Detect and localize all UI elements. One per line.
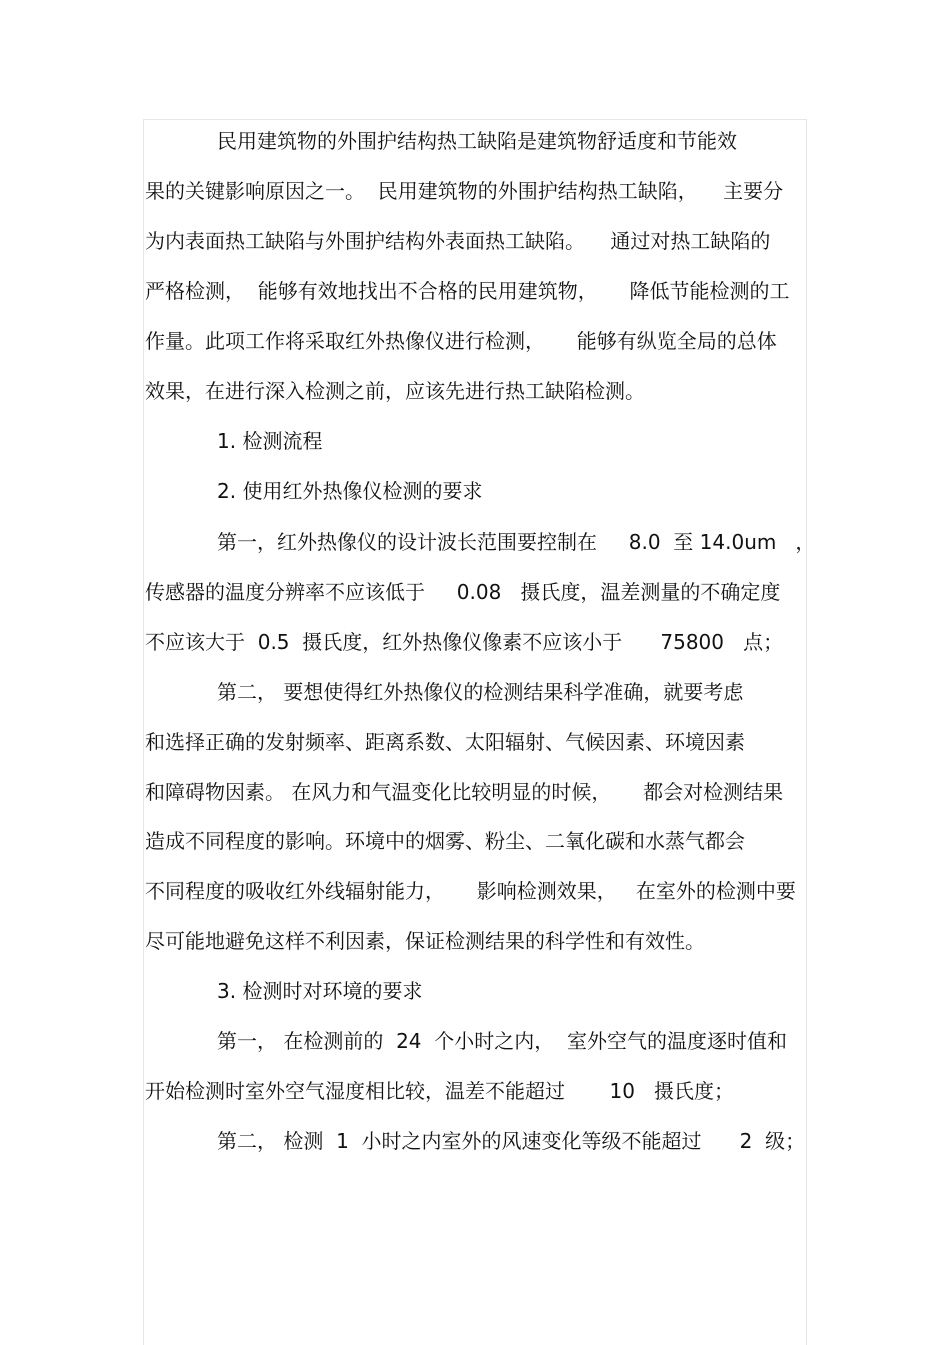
- paragraph-line: 严格检测， 能够有效地找出不合格的民用建筑物， 降低节能检测的工: [145, 279, 790, 303]
- paragraph-line: 第二， 要想使得红外热像仪的检测结果科学准确，就要考虑: [217, 680, 744, 704]
- section-heading-3: 3. 检测时对环境的要求: [217, 979, 423, 1003]
- paragraph-line: 为内表面热工缺陷与外围护结构外表面热工缺陷。 通过对热工缺陷的: [145, 229, 771, 253]
- paragraph-line: 传感器的温度分辨率不应该低于 0.08 摄氏度，温差测量的不确定度: [145, 580, 781, 604]
- paragraph-line: 造成不同程度的影响。环境中的烟雾、粉尘、二氧化碳和水蒸气都会: [145, 829, 745, 853]
- paragraph-line: 尽可能地避免这样不利因素，保证检测结果的科学性和有效性。: [145, 929, 705, 953]
- paragraph-line: 第一，红外热像仪的设计波长范围要控制在 8.0 至 14.0um ，: [217, 530, 816, 554]
- paragraph-line: 不应该大于 0.5 摄氏度，红外热像仪像素不应该小于 75800 点；: [145, 630, 784, 654]
- paragraph-line: 第二， 检测 1 小时之内室外的风速变化等级不能超过 2 级；: [217, 1129, 806, 1153]
- paragraph-line: 和选择正确的发射频率、距离系数、太阳辐射、气候因素、环境因素: [145, 730, 745, 754]
- paragraph-line: 第一， 在检测前的 24 个小时之内， 室外空气的温度逐时值和: [217, 1029, 787, 1053]
- paragraph-line: 民用建筑物的外围护结构热工缺陷是建筑物舒适度和节能效: [217, 129, 737, 153]
- paragraph-line: 效果，在进行深入检测之前，应该先进行热工缺陷检测。: [145, 379, 645, 403]
- paragraph-line: 开始检测时室外空气湿度相比较，温差不能超过 10 摄氏度；: [145, 1079, 735, 1103]
- paragraph-line: 作量。此项工作将采取红外热像仪进行检测， 能够有纵览全局的总体: [145, 329, 777, 353]
- paragraph-line: 和障碍物因素。 在风力和气温变化比较明显的时候， 都会对检测结果: [145, 780, 784, 804]
- section-heading-2: 2. 使用红外热像仪检测的要求: [217, 479, 483, 503]
- paragraph-line: 果的关键影响原因之一。 民用建筑物的外围护结构热工缺陷， 主要分: [145, 179, 784, 203]
- paragraph-line: 不同程度的吸收红外线辐射能力， 影响检测效果， 在室外的检测中要: [145, 879, 796, 903]
- section-heading-1: 1. 检测流程: [217, 429, 323, 453]
